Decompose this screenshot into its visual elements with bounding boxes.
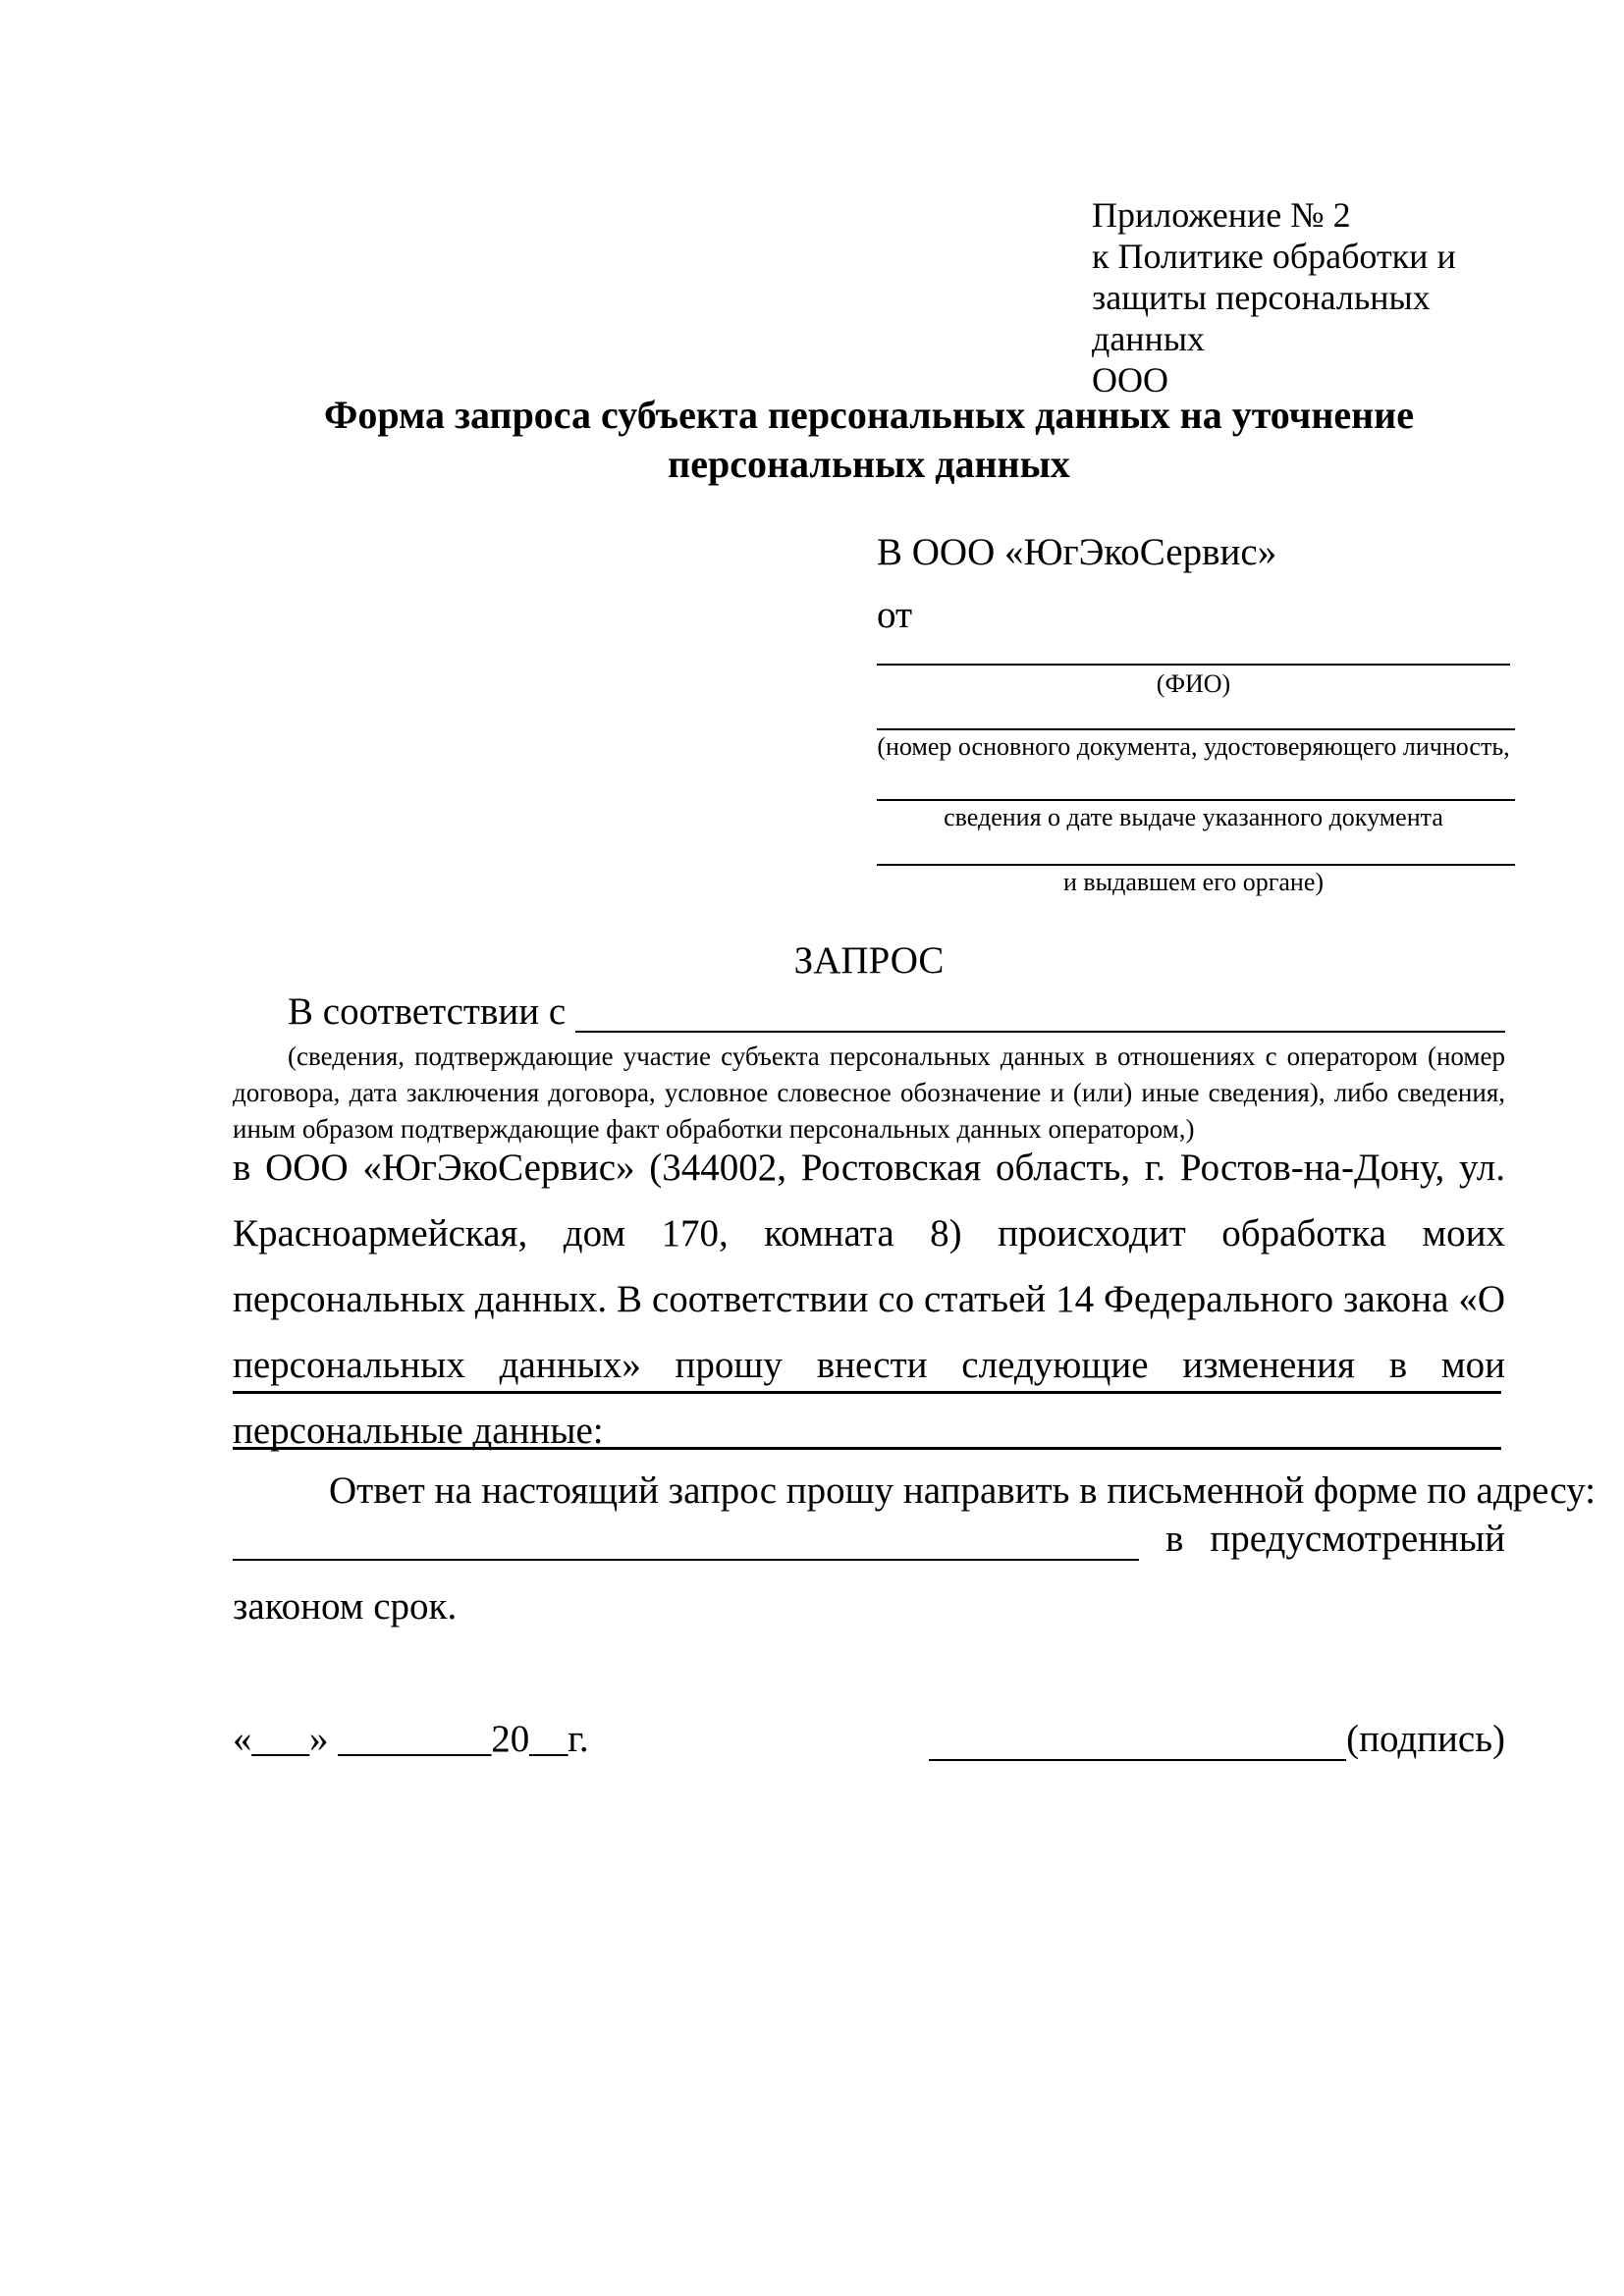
document-issuer-caption: и выдавшем его органе) xyxy=(1062,868,1325,896)
reply-closing-line: законом срок. xyxy=(233,1585,458,1628)
signature-caption: (подпись) xyxy=(1346,1718,1505,1760)
accordance-lead: В соответствии с xyxy=(288,990,567,1033)
document-issue-date-caption: сведения о дате выдаче указанного документа xyxy=(944,803,1443,831)
fio-blank-line[interactable] xyxy=(877,620,1510,666)
accordance-blank-line[interactable] xyxy=(575,991,1505,1033)
signature-group xyxy=(929,1717,1505,1761)
date-blank[interactable]: «___» ________20__г. xyxy=(233,1718,589,1760)
fine-print-caption: (сведения, подтверждающие участие субъекта персональных данных в отношениях с оператором (номер договора, дата заключения договора, условное словесное обозначение и (или) иные сведения), либо сведения, иным образом подтверждающие факт обработки персональных данных оператором,) xyxy=(233,1041,1505,1144)
document-title-line1: Форма запроса субъекта персональных данных на уточнение xyxy=(324,393,1414,437)
accordance-row xyxy=(233,991,1505,1033)
reply-word-predusmotrenny: предусмотренный xyxy=(1210,1518,1505,1560)
fio-caption: (ФИО) xyxy=(1156,669,1231,698)
footer-row xyxy=(233,1710,1505,1761)
document-title-line2: персональных данных xyxy=(668,442,1070,486)
from-label: от xyxy=(877,594,913,636)
document-issue-date-blank-line[interactable] xyxy=(877,758,1515,801)
changes-blank-line-2[interactable] xyxy=(233,1417,1501,1450)
changes-blank-line-1[interactable] xyxy=(233,1362,1501,1394)
document-title xyxy=(233,391,1505,489)
appendix-line: защиты персональных данных xyxy=(1092,278,1431,358)
reply-address-row xyxy=(233,1518,1505,1561)
appendix-line: ООО xyxy=(1092,360,1168,400)
document-number-caption: (номер основного документа, удостоверяющего личность, xyxy=(877,732,1510,761)
appendix-block xyxy=(1092,194,1543,400)
signature-blank-line[interactable] xyxy=(929,1724,1346,1761)
reply-word-v: в xyxy=(1164,1518,1184,1560)
appendix-line: Приложение № 2 xyxy=(1092,195,1351,235)
document-number-blank-line[interactable] xyxy=(877,685,1515,730)
body-paragraph: в ООО «ЮгЭкоСервис» (344002, Ростовская область, г. Ростов-на-Дону, ул. Красноармейская, дом 170, комната 8) происходит обработка моих персональных данных. В соответствии со статьей 14 Федерального закона «О персональных данных» прошу внести следующие изменения в мои персональные данные: xyxy=(233,1147,1505,1452)
appendix-line: к Политике обработки и xyxy=(1092,237,1456,276)
reply-request-line: Ответ на настоящий запрос прошу направить в письменной форме по адресу: xyxy=(329,1469,1597,1512)
document-issuer-blank-line[interactable] xyxy=(877,823,1515,866)
addressee-company: В ООО «ЮгЭкоСервис» xyxy=(877,531,1277,573)
reply-address-blank-line[interactable] xyxy=(233,1522,1139,1561)
request-heading: ЗАПРОС xyxy=(793,939,945,982)
